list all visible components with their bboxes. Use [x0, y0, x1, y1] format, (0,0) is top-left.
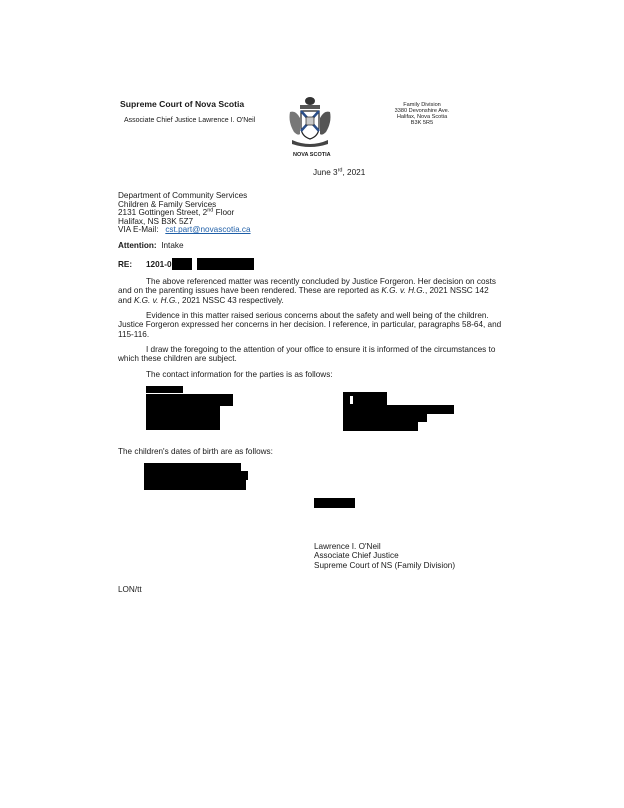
address-line: Halifax, Nova Scotia — [396, 114, 448, 120]
p1-text: The above referenced matter was recently concluded by Justice Forgeron. Her decision on costs and on the parenting issues have been rendered. These are reported as — [118, 277, 496, 296]
recipient-line: Halifax, NS B3K 5Z7 — [118, 216, 194, 226]
date-year: , 2021 — [342, 168, 366, 177]
p1-text: , 2021 NSSC 43 respectively. — [177, 295, 284, 305]
redaction-bar — [343, 414, 427, 422]
floor-text: Floor — [213, 208, 235, 218]
court-name: Supreme Court of Nova Scotia — [120, 99, 245, 109]
signatory-court: Supreme Court of NS (Family Division) — [314, 560, 456, 570]
recipient-email-line — [118, 226, 251, 235]
address-line: B3K 5R5 — [410, 120, 434, 126]
judge-title: Associate Chief Justice Lawrence I. O'Neil — [124, 117, 256, 124]
attention-label: Attention: — [118, 241, 157, 250]
redaction-bar — [146, 406, 220, 423]
redaction-bar — [144, 463, 241, 471]
recipient-address — [118, 192, 251, 235]
case-citation: K.G. v. H.G. — [133, 295, 178, 305]
recipient-line: Department of Community Services — [118, 191, 248, 200]
paragraph-4: The contact information for the parties is as follows: — [146, 370, 333, 379]
letter-date — [313, 168, 365, 178]
floor-suffix: nd — [207, 207, 214, 214]
signatory-name: Lawrence I. O'Neil — [314, 542, 381, 551]
crest-caption: NOVA SCOTIA — [293, 152, 331, 158]
typist-initials: LON/tt — [118, 585, 142, 594]
paragraph-1 — [118, 277, 502, 305]
redaction-bar — [197, 258, 254, 270]
re-label: RE: — [118, 260, 133, 269]
paragraph-3: I draw the foregoing to the attention of your office to ensure it is informed of the circumstances to which these children are subject. — [118, 345, 496, 364]
court-address — [389, 102, 455, 126]
recipient-line: Children & Family Services — [118, 199, 217, 209]
redaction-bar — [343, 405, 454, 414]
paragraph-5: The children's dates of birth are as follows: — [118, 447, 273, 456]
email-link[interactable]: cst.part@novascotia.ca — [165, 225, 251, 235]
attention-value: Intake — [161, 241, 184, 250]
paragraph-2: Evidence in this matter raised serious concerns about the safety and well being of the children. Justice Forgeron expressed her concerns in her decision. I reference, in particular, paragraphs 58-64, and 115-116. — [118, 311, 502, 339]
case-citation: K.G. v. H.G. — [381, 286, 425, 296]
date-text: June 3 — [313, 168, 338, 177]
signature-block — [314, 542, 455, 570]
address-line: Family Division — [403, 102, 441, 108]
redaction-gap — [350, 396, 353, 404]
attention-line — [118, 241, 184, 251]
date-suffix: rd — [337, 167, 343, 174]
redaction-bar — [172, 258, 192, 270]
email-label: VIA E-Mail: — [118, 225, 159, 235]
redaction-bar — [144, 471, 248, 480]
nova-scotia-crest-icon — [286, 94, 334, 150]
signatory-title: Associate Chief Justice — [314, 551, 399, 561]
redaction-bar — [146, 394, 233, 406]
address-line: 3380 Devonshire Ave. — [394, 108, 450, 114]
redaction-bar — [146, 386, 183, 393]
redaction-bar — [146, 423, 220, 430]
re-value: 1201-0 — [146, 260, 172, 269]
p1-text: , 2021 NSSC 142 and — [118, 286, 489, 305]
street-text: 2131 Gottingen Street, 2 — [118, 208, 208, 218]
redaction-bar — [144, 480, 246, 490]
redaction-bar — [343, 422, 418, 431]
signature-redaction — [314, 498, 355, 508]
